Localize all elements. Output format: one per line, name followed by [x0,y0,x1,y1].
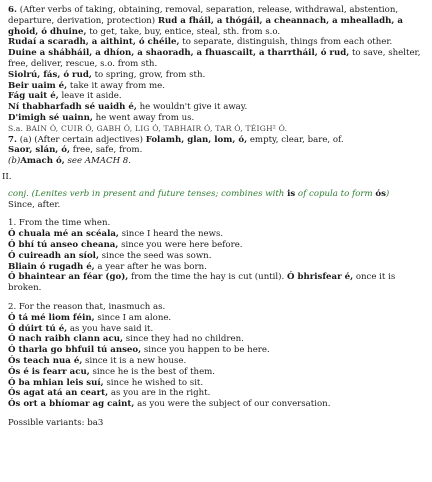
example-irish: Rudaí a scaradh, a aithint, ó chéile, [8,37,180,48]
example-english: as you were the subject of our conversation. [137,399,331,410]
example [8,388,426,399]
example [8,81,426,92]
example-irish: Ó tá mé liom féin, [8,312,95,323]
headword-phrase: Folamh, glan, lom, ó, [145,134,248,145]
example [8,272,426,294]
conj-sense-1-heading: 1. From the time when. [8,218,111,229]
example-irish: Ó chuala mé an scéala, [8,229,119,240]
example-english: to separate, distinguish, things from each other. [182,37,393,48]
example-english: since he wished to sit. [106,377,204,388]
example-english: free, safe, from. [72,145,143,156]
example-irish: D'imigh sé uainn, [8,112,93,123]
example-irish: Ó bhrisfear é, [287,272,354,283]
example-irish: Ó cuireadh an síol, [8,250,99,261]
cross-reference: see AMACH 8. [67,156,132,167]
example-irish: Ó tharla go bhfuil tú anseo, [8,345,142,356]
part-numeral: II. [2,171,12,182]
example [8,399,426,410]
example-irish: Ó dúirt tú é, [8,323,68,334]
example-english: he went away from us. [95,112,195,123]
grammar-note: ) [385,188,390,199]
example [8,313,426,324]
example-irish: Ós é is fearr acu, [8,366,90,377]
sense-6-definition [8,5,426,37]
example [8,91,426,102]
example [8,145,426,156]
example-irish: Siolrú, fás, ó rud, [8,69,92,80]
example [8,102,426,113]
example-english: as you are in the right. [110,388,211,399]
example-english: he wouldn't give it away. [139,102,248,113]
example-irish: Duine a shábháil, a dhíon, a shaoradh, a fhuascailt, a tharrtháil, ó rud, [8,48,350,59]
example [8,378,426,389]
example [8,334,426,345]
sense-gloss: (After verbs of taking, obtaining, removal, separation, release, withdrawal, abstention, departure, derivation, protection) [8,5,399,26]
grammar-note: of copula to form [297,188,373,199]
example-english: since I heard the news. [121,229,224,240]
example [8,356,426,367]
example-english: take it away from me. [69,80,165,91]
example-english: since they had no children. [125,334,244,345]
example-english: once it is broken. [8,272,396,294]
example [8,37,426,48]
example-english: since I am alone. [97,312,172,323]
example-irish: Fág uait é, [8,91,59,102]
example-irish: Ó nach raibh clann acu, [8,334,123,345]
example-english: a year after he was born. [97,261,207,272]
example [8,113,426,124]
example [8,324,426,335]
sense-label: (b) [8,156,21,167]
possible-variants: Possible variants: ba3 [8,417,104,428]
example [8,240,426,251]
conj-translation: Since, after. [8,199,61,210]
dictionary-entry [2,5,426,429]
example-irish: Bliain ó rugadh é, [8,261,95,272]
example [8,251,426,262]
example [8,48,426,70]
sense-gloss: (a) (After certain adjectives) [19,134,143,145]
example-irish: Ní thabharfadh sé uaidh é, [8,102,137,113]
example-english: to spring, grow, from sth. [94,69,206,80]
headword-phrase: Rud a fháil, a thógáil, a cheannach, a mhealladh, a ghoid, ó dhuine, [8,15,403,37]
headword-phrase: Amach ó, [20,156,65,167]
example [8,345,426,356]
see-also: S.a. BAIN Ó, CUIR Ó, GABH Ó, LIG Ó, TABHAIR Ó, TAR Ó, TÉIGH² Ó. [8,123,288,133]
grammar-keyword: is [287,188,296,199]
example-irish: Ós ort a bhíomar ag caint, [8,399,135,410]
translation: empty, clear, bare, of. [249,134,344,145]
sense-7a [8,135,426,146]
grammar-keyword: ós [375,188,386,199]
example-english: leave it aside. [61,91,122,102]
example-english: since the seed was sown. [101,250,212,261]
example-english: from the time the hay is cut (until). [131,272,285,283]
example-irish: Saor, slán, ó, [8,145,71,156]
example-english: since it is a new house. [85,355,187,366]
example-english: as you have said it. [69,323,154,334]
conj-grammar-note [8,189,426,200]
sense-number: 6. [8,5,17,15]
example-irish: Ó bhaintear an féar (go), [8,272,129,283]
conj-sense-2-heading: 2. For the reason that, inasmuch as. [8,301,166,312]
example-irish: Ó bhí tú anseo cheana, [8,239,119,250]
example [8,70,426,81]
example [8,367,426,378]
example-english: since you were here before. [121,239,243,250]
example-irish: Beir uaim é, [8,80,68,91]
example-irish: Ós agat atá an ceart, [8,388,109,399]
example-irish: Ós teach nua é, [8,355,83,366]
example-english: since he is the best of them. [92,366,216,377]
example [8,262,426,273]
grammar-note: conj. (Lenites verb in present and future tenses; combines with [8,188,285,199]
sense-7b [8,156,426,167]
example-english: since you happen to be here. [143,345,270,356]
example [8,229,426,240]
example-english: to save, shelter, free, deliver, rescue, s.o. from sth. [8,48,421,69]
translation: to get, take, buy, entice, steal, sth. from s.o. [89,26,281,37]
example-irish: Ó ba mhian leis suí, [8,377,104,388]
sense-number: 7. [8,134,17,145]
